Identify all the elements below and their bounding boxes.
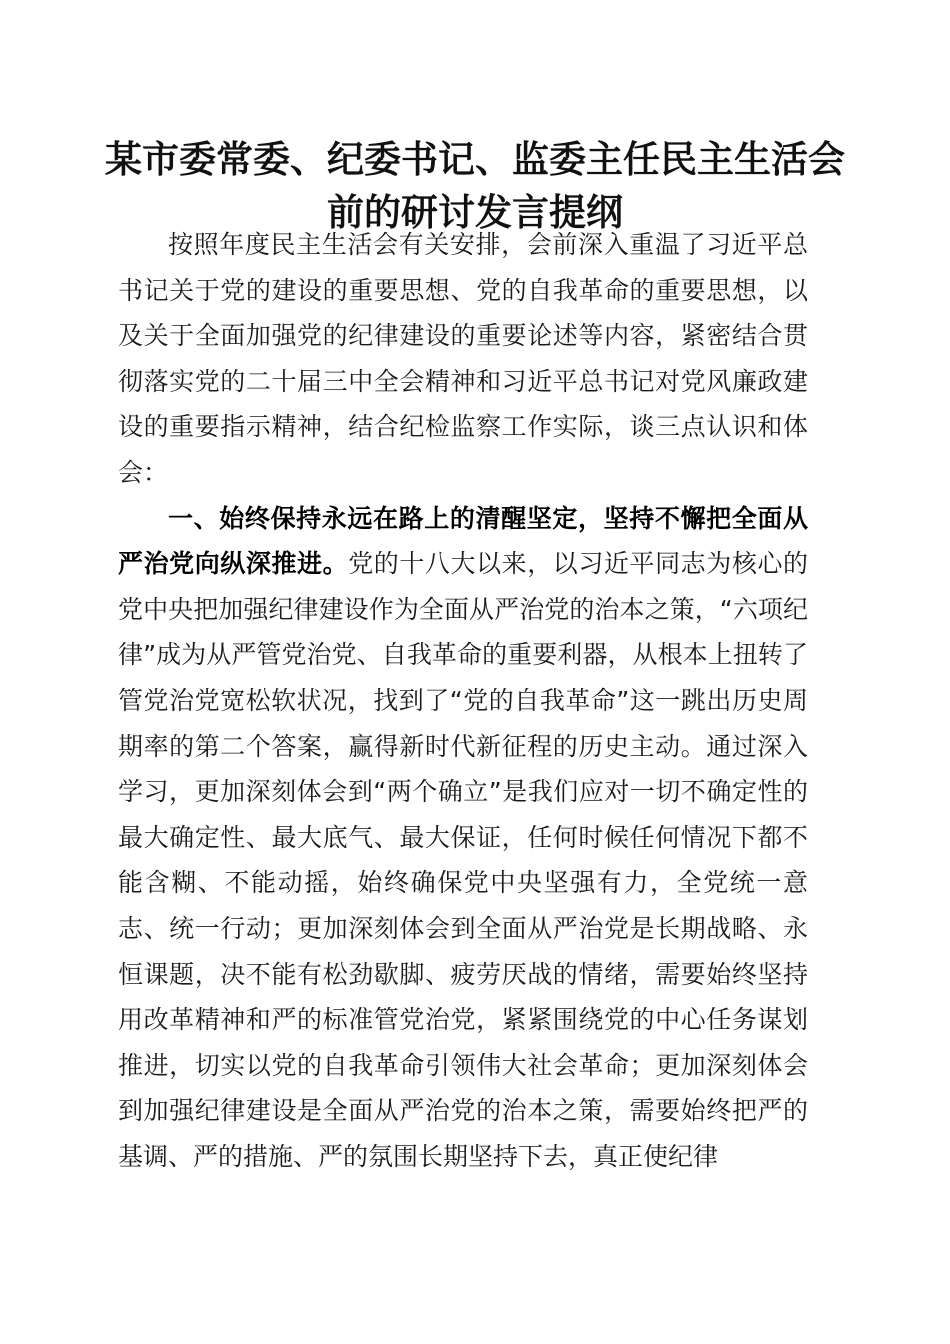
section-1-heading: 一、始终保持永远在路上的清醒坚定，坚持不懈把全面从严治党向纵深推进。 — [118, 503, 808, 579]
title-line-2: 前的研讨发言提纲 — [327, 190, 623, 234]
section-1-body: 党的十八大以来，以习近平同志为核心的党中央把加强纪律建设作为全面从严治党的治本之策，“六项纪律”成为从严管党治党、自我革命的重要利器，从根本上扭转了管党治党宽松软状况，找到了“党的自我革命”这一跳出历史周期率的第二个答案，赢得新时代新征程的历史主动。通过深入学习，更加深刻体会到“两个确立”是我们应对一切不确定性的最大确定性、最大底气、最大保证，任何时候任何情况下都不能含糊、不能动摇，始终确保党中央坚强有力，全党统一意志、统一行动；更加深刻体会到全面从严治党是长期战略、永恒课题，决不能有松劲歇脚、疲劳厌战的情绪，需要始终坚持用改革精神和严的标准管党治党，紧紧围绕党的中心任务谋划推进，切实以党的自我革命引领伟大社会革命；更加深刻体会到加强纪律建设是全面从严治党的治本之策，需要始终把严的基调、严的措施、严的氛围长期坚持下去，真正使纪律 — [118, 549, 808, 1171]
section-1-paragraph — [118, 496, 808, 1180]
document-body — [118, 222, 808, 1179]
intro-paragraph: 按照年度民主生活会有关安排，会前深入重温了习近平总书记关于党的建设的重要思想、党的自我革命的重要思想，以及关于全面加强党的纪律建设的重要论述等内容，紧密结合贯彻落实党的二十届三中全会精神和习近平总书记对党风廉政建设的重要指示精神，结合纪检监察工作实际，谈三点认识和体会： — [118, 230, 808, 487]
title-line-1: 某市委常委、纪委书记、监委主任民主生活会 — [105, 137, 845, 181]
